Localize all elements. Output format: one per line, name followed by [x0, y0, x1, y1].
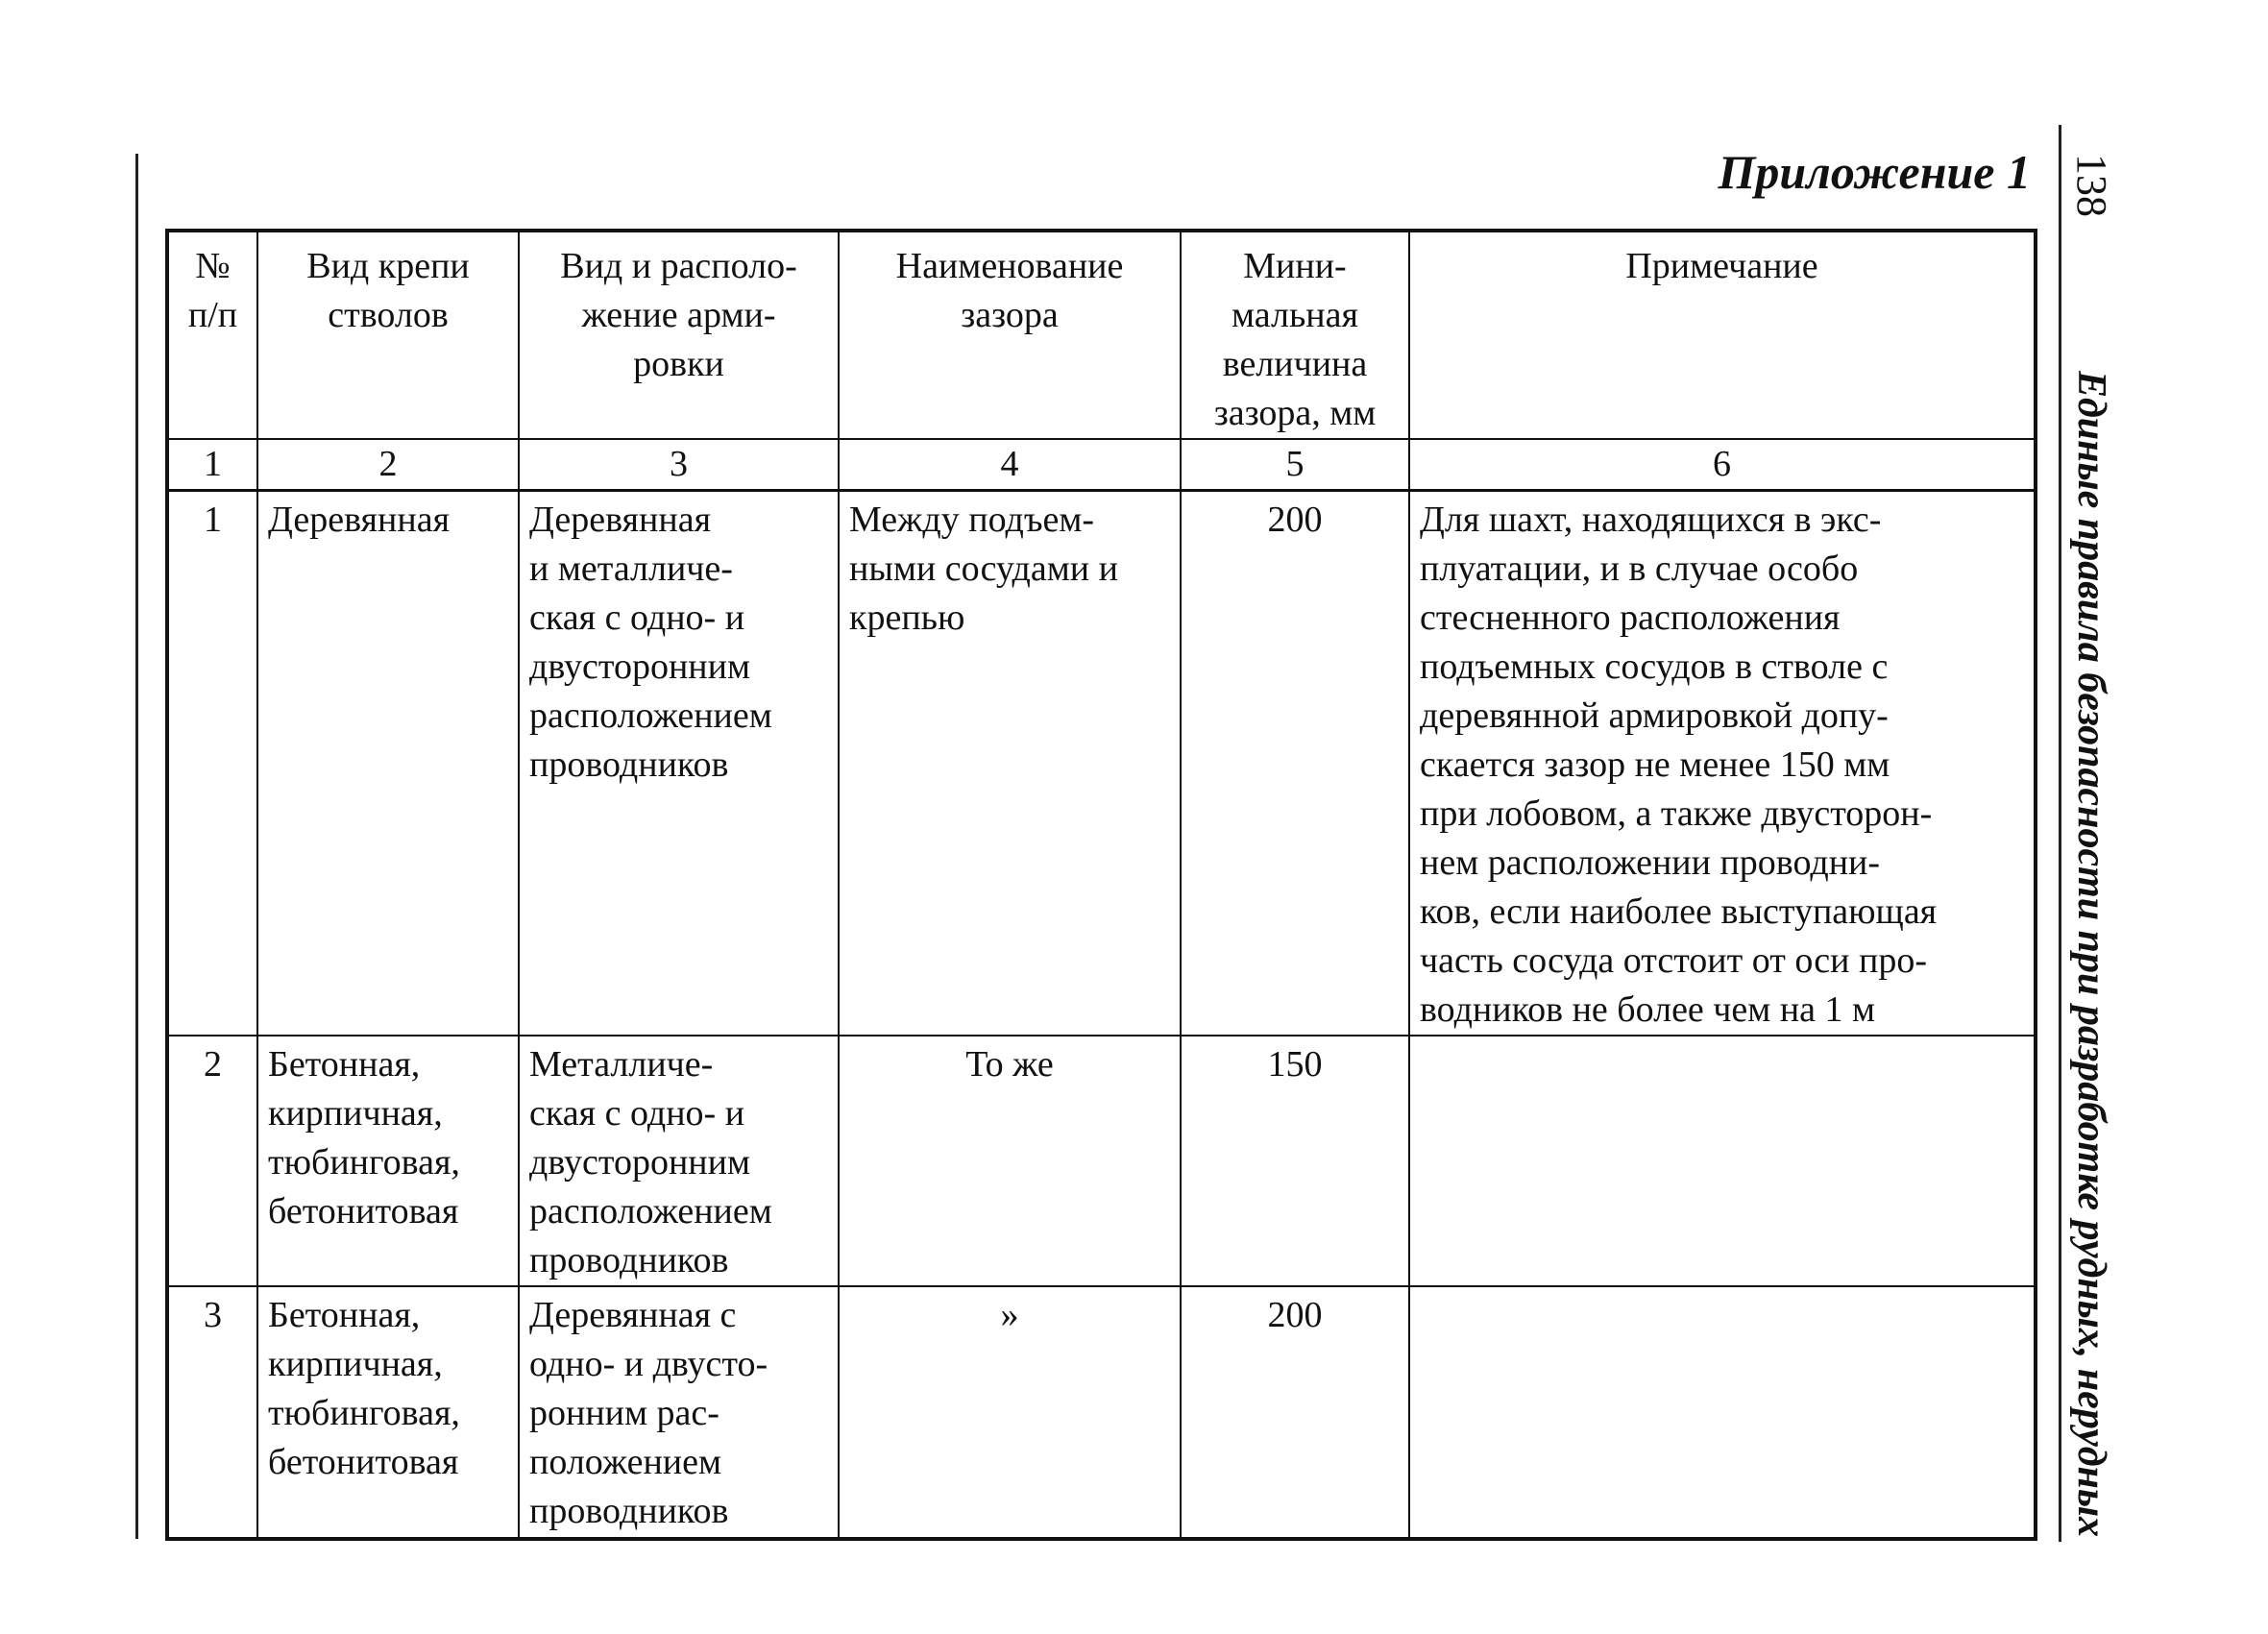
left-margin-rule [135, 154, 138, 1539]
clearance-table [165, 229, 2037, 1541]
min-gap-cell: 200 [1181, 1286, 1409, 1539]
column-number: 4 [839, 439, 1181, 491]
column-number: 1 [167, 439, 257, 491]
running-head [2065, 154, 2118, 1537]
table-header-row [167, 231, 2036, 439]
header-cell-note: Примечание [1409, 231, 2036, 439]
column-number: 5 [1181, 439, 1409, 491]
row-number-cell: 2 [167, 1036, 257, 1286]
gap-name-cell: Между подъем- ными сосудами и крепью [839, 491, 1181, 1036]
note-cell [1409, 1036, 2036, 1286]
header-cell-lining: Вид крепи стволов [257, 231, 519, 439]
row-number-cell: 1 [167, 491, 257, 1036]
min-gap-cell: 150 [1181, 1036, 1409, 1286]
lining-cell: Деревянная [257, 491, 519, 1036]
row-number-cell: 3 [167, 1286, 257, 1539]
column-number: 2 [257, 439, 519, 491]
reinforcement-cell: Металличе- ская с одно- и двусторонним расположением проводников [519, 1036, 839, 1286]
table-row [167, 1036, 2036, 1286]
table-row [167, 491, 2036, 1036]
column-number: 6 [1409, 439, 2036, 491]
right-margin-rule [2059, 125, 2061, 1542]
note-cell [1409, 1286, 2036, 1539]
book-title: Единые правила безопасности при разработке рудных, нерудных [2069, 370, 2114, 1537]
header-cell-gap-name: Наименование зазора [839, 231, 1181, 439]
table-row [167, 1286, 2036, 1539]
header-cell-min-gap: Мини- мальная величина зазора, мм [1181, 231, 1409, 439]
header-cell-number: № п/п [167, 231, 257, 439]
gap-name-cell: То же [839, 1036, 1181, 1286]
page-number: 138 [2068, 154, 2115, 217]
gap-name-cell: » [839, 1286, 1181, 1539]
reinforcement-cell: Деревянная с одно- и двусто- ронним рас- положением проводников [519, 1286, 839, 1539]
lining-cell: Бетонная, кирпичная, тюбинговая, бетонитовая [257, 1036, 519, 1286]
lining-cell: Бетонная, кирпичная, тюбинговая, бетонитовая [257, 1286, 519, 1539]
appendix-title: Приложение 1 [1718, 145, 2031, 199]
header-cell-reinforcement: Вид и располо- жение арми- ровки [519, 231, 839, 439]
min-gap-cell: 200 [1181, 491, 1409, 1036]
column-number-row [167, 439, 2036, 491]
note-cell: Для шахт, находящихся в экс- плуатации, и в случае особо стесненного расположения подъемных сосудов в стволе с деревянной армировкой допу- скается зазор не менее 150 мм при лобовом, а также двусторон- нем расположении проводни- ков, если наиболее выступающая часть сосуда отстоит от оси про- водников не более чем на 1 м [1409, 491, 2036, 1036]
column-number: 3 [519, 439, 839, 491]
reinforcement-cell: Деревянная и металличе- ская с одно- и двусторонним расположением проводников [519, 491, 839, 1036]
